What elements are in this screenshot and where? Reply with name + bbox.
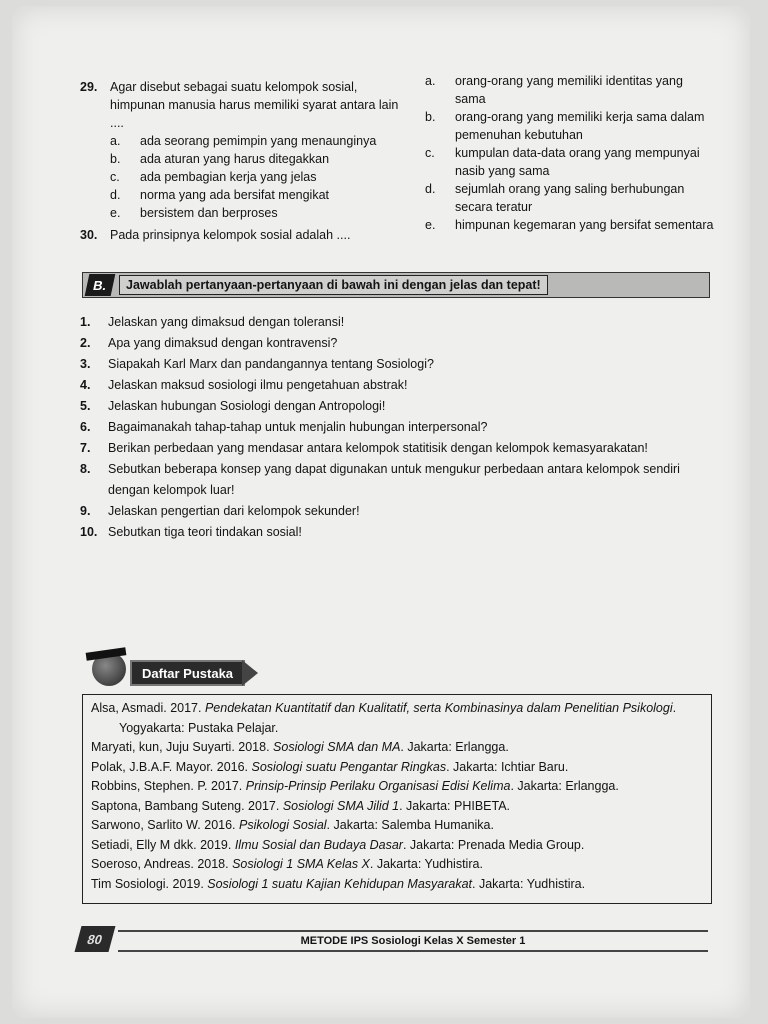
reference-entry [91,777,711,797]
question-29-options [80,132,410,222]
essay-question [80,312,720,333]
option-letter: d. [110,188,121,202]
option-letter: a. [425,74,436,88]
question-number: 10. [80,525,98,539]
option-text: kumpulan data-data orang yang mempunyai nasib yang sama [455,146,700,178]
reference-entry [91,855,711,875]
reference-publisher: . Jakarta: Prenada Media Group. [402,837,585,852]
question-30-options [425,72,715,234]
reference-author: Alsa, Asmadi. 2017. [91,701,205,715]
mc-left-column [80,78,410,244]
answer-option [425,144,715,180]
reference-publisher: . Jakarta: PHIBETA. [399,798,511,813]
answer-option [425,72,715,108]
option-letter: c. [425,146,435,160]
question-30 [80,226,410,244]
answer-option [110,186,410,204]
question-text: Siapakah Karl Marx dan pandangannya tentang Sosiologi? [108,357,434,371]
reference-publisher: . Yogyakarta: Pustaka Pelajar. [119,701,677,735]
reference-title: Pendekatan Kuantitatif dan Kualitatif, serta Kombinasinya dalam Penelitian Psikologi [204,701,673,715]
question-text: Bagaimanakah tahap-tahap untuk menjalin hubungan interpersonal? [108,420,488,434]
page-number: 80 [75,926,116,952]
essay-question [80,333,720,354]
reference-author: Robbins, Stephen. P. 2017. [91,779,246,793]
reference-author: Saptona, Bambang Suteng. 2017. [91,798,283,813]
question-number: 29. [80,80,98,94]
reference-entry [91,699,711,738]
question-number: 2. [80,336,91,350]
reference-title: Prinsip-Prinsip Perilaku Organisasi Edisi Kelima [245,779,511,793]
question-number: 4. [80,378,91,392]
reference-author: Polak, J.B.A.F. Mayor. 2016. [91,759,252,774]
option-text: norma yang ada bersifat mengikat [140,188,329,202]
answer-option [425,216,715,234]
answer-option [425,108,715,144]
option-letter: c. [110,170,120,184]
reference-entry [91,738,711,758]
question-number: 5. [80,399,91,413]
option-letter: e. [110,206,121,220]
question-text: Jelaskan pengertian dari kelompok sekunder! [108,504,360,518]
reference-title: Sosiologi SMA Jilid 1 [282,798,400,813]
reference-author: Maryati, kun, Juju Suyarti. 2018. [91,740,274,754]
question-29 [80,78,410,132]
essay-question [80,354,720,375]
reference-publisher: . Jakarta: Ichtiar Baru. [446,759,569,774]
option-letter: b. [110,152,121,166]
arrow-decoration-icon [242,660,258,686]
question-text: Pada prinsipnya kelompok sosial adalah .... [110,228,351,242]
reference-author: Soeroso, Andreas. 2018. [91,857,233,871]
answer-option [110,204,410,222]
question-text: Jelaskan yang dimaksud dengan toleransi! [108,315,345,329]
reference-author: Tim Sosiologi. 2019. [91,876,208,891]
essay-question [80,522,720,543]
essay-question [80,396,720,417]
reference-title: Psikologi Sosial [239,818,327,832]
reference-title: Sosiologi SMA dan MA [273,740,401,754]
reference-entry [91,797,711,817]
option-letter: b. [425,110,436,124]
reference-title: Ilmu Sosial dan Budaya Dasar [234,837,403,852]
reference-title: Sosiologi 1 suatu Kajian Kehidupan Masyarakat [207,876,473,891]
reference-publisher: . Jakarta: Salemba Humanika. [326,818,494,832]
reference-publisher: . Jakarta: Erlangga. [510,779,619,793]
page-footer [78,922,714,956]
reference-publisher: . Jakarta: Yudhistira. [472,876,586,891]
option-text: sejumlah orang yang saling berhubungan secara teratur [455,182,685,214]
reference-title: Sosiologi suatu Pengantar Ringkas [251,759,447,774]
question-number: 8. [80,462,91,476]
reference-publisher: . Jakarta: Erlangga. [400,740,509,754]
question-text: Apa yang dimaksud dengan kontravensi? [108,336,338,350]
question-text: Sebutkan tiga teori tindakan sosial! [108,525,302,539]
option-text: bersistem dan berproses [140,206,278,220]
section-b-header [82,272,710,298]
question-number: 9. [80,504,91,518]
question-text: Agar disebut sebagai suatu kelompok sosial, himpunan manusia harus memiliki syarat antara lain .... [110,80,399,130]
question-number: 30. [80,228,98,242]
reference-publisher: . Jakarta: Yudhistira. [369,857,483,871]
reference-author: Sarwono, Sarlito W. 2016. [91,818,239,832]
reference-author: Setiadi, Elly M dkk. 2019. [91,837,235,852]
reference-entry [91,875,711,895]
option-text: ada pembagian kerja yang jelas [140,170,317,184]
answer-option [110,150,410,168]
question-text: Sebutkan beberapa konsep yang dapat digunakan untuk mengukur perbedaan antara kelompok sendiri dengan kelompok luar! [108,462,680,497]
essay-question [80,438,720,459]
reference-title: Sosiologi 1 SMA Kelas X [232,857,370,871]
daftar-pustaka-header [86,652,276,692]
essay-questions [80,312,720,543]
section-badge: B. [85,274,116,296]
answer-option [425,180,715,216]
question-number: 7. [80,441,91,455]
option-letter: d. [425,182,436,196]
essay-question [80,417,720,438]
daftar-pustaka-label: Daftar Pustaka [130,660,245,686]
question-number: 1. [80,315,91,329]
option-text: ada seorang pemimpin yang menaunginya [140,134,377,148]
reference-entry [91,836,711,856]
question-number: 6. [80,420,91,434]
essay-question [80,375,720,396]
section-title: Jawablah pertanyaan-pertanyaan di bawah ini dengan jelas dan tepat! [119,275,548,295]
essay-question [80,501,720,522]
option-letter: a. [110,134,121,148]
footer-title: METODE IPS Sosiologi Kelas X Semester 1 [118,930,708,952]
reference-entry [91,758,711,778]
option-text: ada aturan yang harus ditegakkan [140,152,330,166]
question-number: 3. [80,357,91,371]
option-text: orang-orang yang memiliki identitas yang sama [455,74,683,106]
essay-question [80,459,720,501]
reference-entry [91,816,711,836]
question-text: Berikan perbedaan yang mendasar antara kelompok statitisik dengan kelompok kemasyarakatan! [108,441,648,455]
option-text: orang-orang yang memiliki kerja sama dalam pemenuhan kebutuhan [455,110,705,142]
answer-option [110,168,410,186]
question-text: Jelaskan hubungan Sosiologi dengan Antropologi! [108,399,386,413]
option-letter: e. [425,218,436,232]
question-text: Jelaskan maksud sosiologi ilmu pengetahuan abstrak! [108,378,408,392]
option-text: himpunan kegemaran yang bersifat sementara [455,218,714,232]
answer-option [110,132,410,150]
references-box [82,694,712,904]
